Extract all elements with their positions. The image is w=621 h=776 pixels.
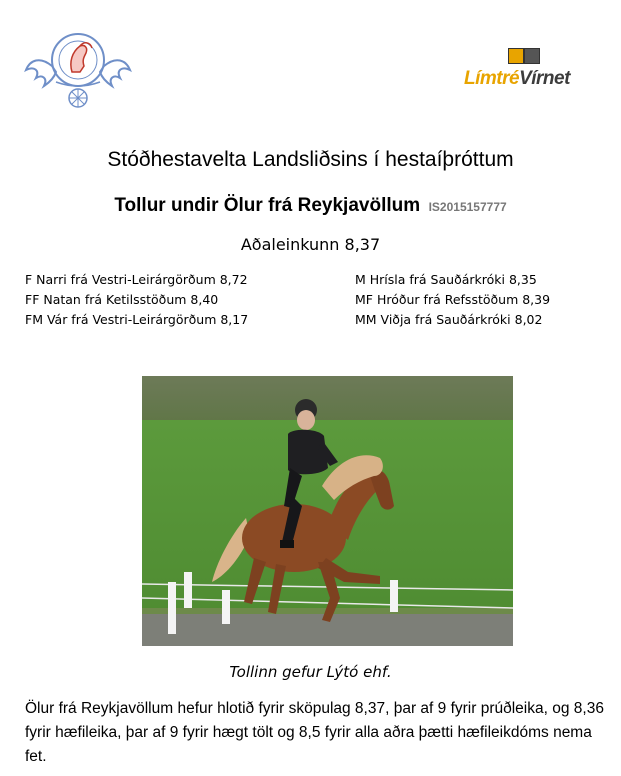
pedigree-dam-side [355, 270, 550, 330]
description-paragraph[interactable]: Ölur frá Reykjavöllum hefur hlotið fyrir sköpulag 8,37, þar af 9 fyrir prúðleika, og 8,36 fyrir hæfileika, þar af 9 fyrir hægt tölt og 8,5 fyrir alla aðra þætti hæfileikdóms nema fet. [25, 700, 604, 765]
lh-seal-logo [22, 26, 134, 112]
photo-caption: Tollinn gefur Lýtó ehf. [229, 663, 392, 681]
horse-id: IS2015157777 [428, 200, 507, 214]
pedigree-sire-sire: FF Natan frá Ketilsstöðum 8,40 [25, 292, 219, 307]
limtre-virnet-logo [462, 46, 584, 94]
pedigree-dam: M Hrísla frá Sauðárkróki 8,35 [355, 272, 537, 287]
overall-score: Aðaleinkunn 8,37 [240, 235, 381, 254]
horse-photo [142, 376, 513, 646]
pedigree-dam-sire: MF Hróður frá Refsstöðum 8,39 [355, 292, 551, 307]
brand-wordmark [464, 68, 570, 90]
document-title: Stóðhestavelta Landsliðsins í hestaíþróttum [107, 148, 514, 171]
pedigree-dam-dam: MM Viðja frá Sauðárkróki 8,02 [355, 312, 543, 327]
brand-part-1: Límtré [464, 68, 520, 89]
brand-part-2: Vírnet [519, 68, 570, 89]
logo-square-left [508, 48, 524, 64]
logo-square-right [524, 48, 540, 64]
horse-heading [0, 195, 621, 217]
pedigree-sire: F Narri frá Vestri-Leirárgörðum 8,72 [25, 272, 248, 287]
pedigree-sire-dam: FM Vár frá Vestri-Leirárgörðum 8,17 [25, 312, 249, 327]
pedigree-sire-side [25, 270, 248, 330]
horse-name: Tollur undir Ölur frá Reykjavöllum [114, 195, 421, 216]
